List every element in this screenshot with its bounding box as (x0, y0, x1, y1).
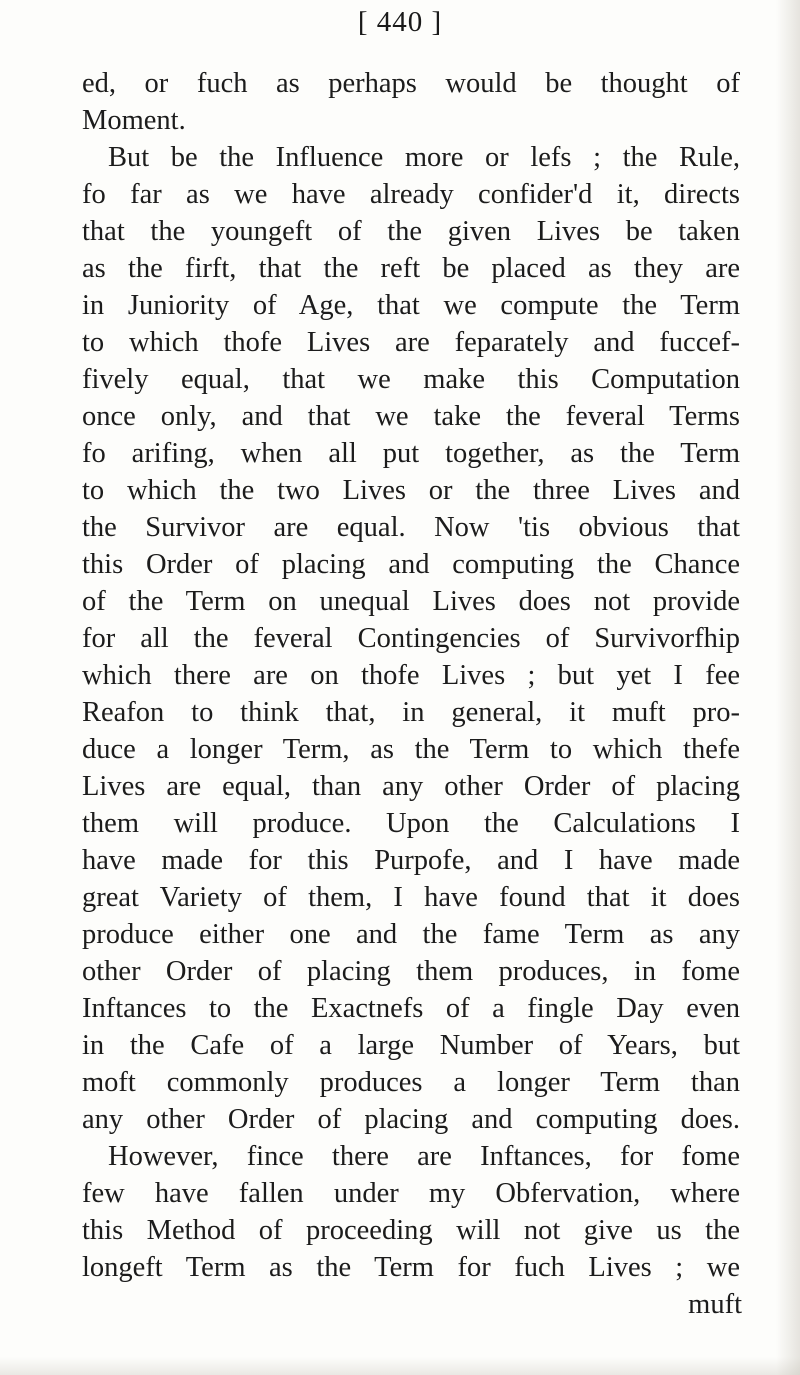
text-line: in Juniority of Age, that we compute the Term (82, 290, 740, 321)
text-line: which there are on thofe Lives ; but yet I fee (82, 660, 740, 691)
text-line: of the Term on unequal Lives does not provide (82, 586, 740, 617)
text-line: Lives are equal, than any other Order of placing (82, 771, 740, 802)
text-line: to which the two Lives or the three Lives and (82, 475, 740, 506)
text-line: have made for this Purpofe, and I have made (82, 845, 740, 876)
text-line: ed, or fuch as perhaps would be thought of (82, 68, 740, 99)
page-number: [ 440 ] (357, 6, 443, 38)
text-line: in the Cafe of a large Number of Years, but (82, 1030, 740, 1061)
text-line: any other Order of placing and computing does. (82, 1104, 740, 1135)
text-line: Inftances to the Exactnefs of a fingle Day even (82, 993, 740, 1024)
text-line: other Order of placing them produces, in fome (82, 956, 740, 987)
text-line: them will produce. Upon the Calculations I (82, 808, 740, 839)
text-line: Reafon to think that, in general, it muft pro- (82, 697, 740, 728)
text-line: fively equal, that we make this Computation (82, 364, 740, 395)
text-line: fo arifing, when all put together, as the Term (82, 438, 740, 469)
text-line: this Order of placing and computing the Chance (82, 549, 740, 580)
text-line: Moment. (82, 105, 186, 136)
catchword: muft (688, 1289, 742, 1320)
text-line: as the firft, that the reft be placed as they are (82, 253, 740, 284)
text-line: this Method of proceeding will not give us the (82, 1215, 740, 1246)
text-line: the Survivor are equal. Now 'tis obvious that (82, 512, 740, 543)
text-line: great Variety of them, I have found that it does (82, 882, 740, 913)
text-line: to which thofe Lives are feparately and fuccef- (82, 327, 740, 358)
text-line: However, fince there are Inftances, for fome (108, 1141, 740, 1172)
text-line: once only, and that we take the feveral Terms (82, 401, 740, 432)
text-line: fo far as we have already confider'd it, directs (82, 179, 740, 210)
text-line: But be the Influence more or lefs ; the Rule, (108, 142, 740, 173)
text-line: few have fallen under my Obfervation, where (82, 1178, 740, 1209)
text-line: duce a longer Term, as the Term to which thefe (82, 734, 740, 765)
text-line: that the youngeft of the given Lives be taken (82, 216, 740, 247)
text-line: produce either one and the fame Term as any (82, 919, 740, 950)
text-line: moft commonly produces a longer Term than (82, 1067, 740, 1098)
text-line: longeft Term as the Term for fuch Lives ; we (82, 1252, 740, 1283)
text-line: for all the feveral Contingencies of Survivorfhip (82, 623, 740, 654)
